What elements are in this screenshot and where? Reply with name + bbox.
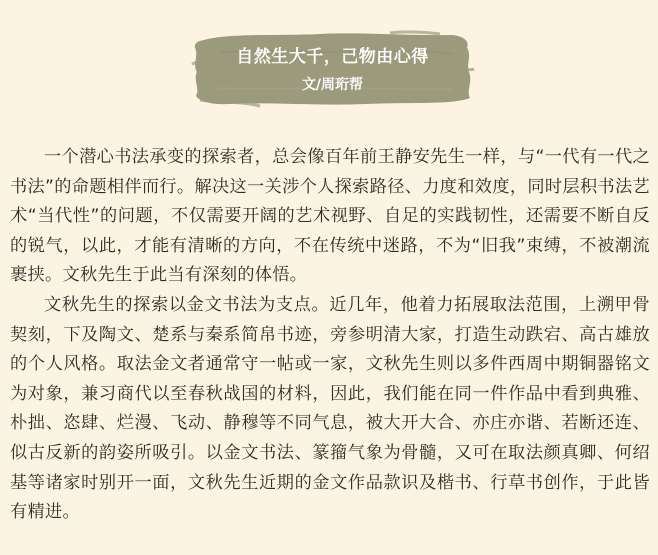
paragraph-1: 一个潜心书法承变的探索者，总会像百年前王静安先生一样，与“一代有一代之书法”的命题相伴而行。解决这一关涉个人探索路径、力度和效度，同时层积书法艺术“当代性”的问题，不仅需要开阔的艺术视野、自足的实践韧性，还需要不断自反的锐气，以此，才能有清晰的方向，不在传统中迷路，不为“旧我”束缚，不被潮流裹挟。文秋先生于此当有深刻的体悟。 bbox=[10, 147, 650, 286]
title-banner bbox=[190, 30, 475, 108]
article-body bbox=[10, 143, 650, 528]
article-title: 自然生大千，己物由心得 bbox=[236, 47, 429, 67]
paragraph-2: 文秋先生的探索以金文书法为支点。近几年，他着力拓展取法范围，上溯甲骨契刻，下及陶文、楚系与秦系简帛书迹，旁参明清大家，打造生动跌宕、高古雄放的个人风格。取法金文者通常守一帖或一家，文秋先生则以多件西周中期铜器铭文为对象，兼习商代以至春秋战国的材料，因此，我们能在同一件作品中看到典雅、朴拙、恣肆、烂漫、飞动、静穆等不同气息，被大开大合、亦庄亦谐、若断还连、似古反新的韵姿所吸引。以金文书法、篆籀气象为骨髓，又可在取法颜真卿、何绍基等诸家时别开一面，文秋先生近期的金文作品款识及楷书、行草书创作，于此皆有精进。 bbox=[10, 294, 650, 523]
article-author: 文/周珩帮 bbox=[301, 77, 364, 93]
